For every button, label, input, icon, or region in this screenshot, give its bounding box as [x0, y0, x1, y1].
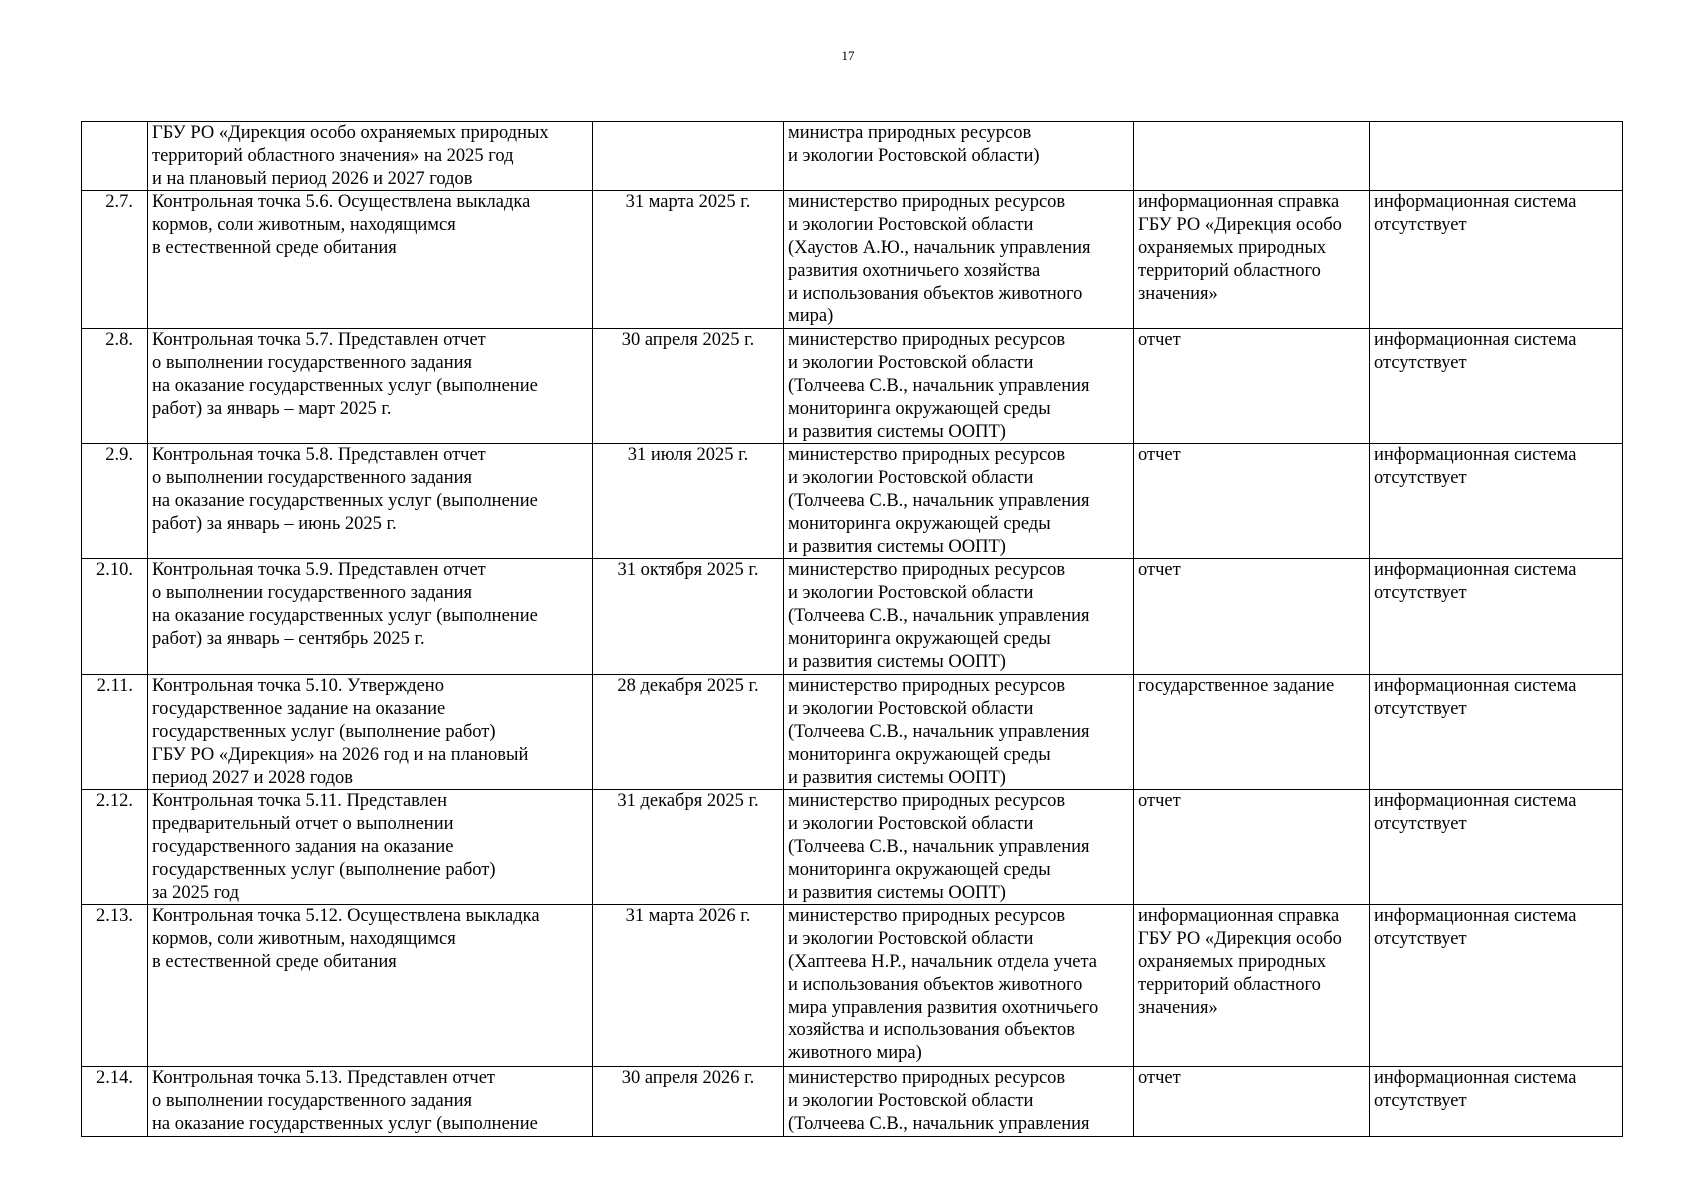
- row-number: 2.12.: [82, 790, 148, 905]
- document-cell: государственное задание: [1134, 675, 1370, 790]
- event-cell: Контрольная точка 5.7. Представлен отчет о выполнении государственного задания на оказание государственных услуг (выполнение работ) за январь – март 2025 г.: [148, 329, 593, 444]
- event-cell: Контрольная точка 5.6. Осуществлена выкладка кормов, соли животным, находящимся в естественной среде обитания: [148, 191, 593, 329]
- date-cell: [593, 122, 784, 191]
- row-number: 2.14.: [82, 1067, 148, 1137]
- row-number: 2.8.: [82, 329, 148, 444]
- document-cell: информационная справка ГБУ РО «Дирекция особо охраняемых природных территорий областного значения»: [1134, 905, 1370, 1067]
- table-row: [82, 444, 1623, 559]
- system-cell: информационная система отсутствует: [1370, 675, 1623, 790]
- event-cell: Контрольная точка 5.9. Представлен отчет о выполнении государственного задания на оказание государственных услуг (выполнение работ) за январь – сентябрь 2025 г.: [148, 559, 593, 675]
- system-cell: [1370, 122, 1623, 191]
- event-cell: Контрольная точка 5.10. Утверждено государственное задание на оказание государственных услуг (выполнение работ) ГБУ РО «Дирекция» на 2026 год и на плановый период 2027 и 2028 годов: [148, 675, 593, 790]
- responsible-cell: министра природных ресурсов и экологии Ростовской области): [784, 122, 1134, 191]
- document-cell: отчет: [1134, 1067, 1370, 1137]
- document-cell: отчет: [1134, 444, 1370, 559]
- date-cell: 30 апреля 2025 г.: [593, 329, 784, 444]
- table-row: [82, 559, 1623, 675]
- control-points-table: [81, 121, 1623, 1137]
- table-row: [82, 790, 1623, 905]
- responsible-cell: министерство природных ресурсов и экологии Ростовской области (Хаустов А.Ю., начальник управления развития охотничьего хозяйства и использования объектов животного мира): [784, 191, 1134, 329]
- responsible-cell: министерство природных ресурсов и экологии Ростовской области (Толчеева С.В., начальник управления мониторинга окружающей среды и развития системы ООПТ): [784, 559, 1134, 675]
- table-row: [82, 122, 1623, 191]
- system-cell: информационная система отсутствует: [1370, 905, 1623, 1067]
- date-cell: 30 апреля 2026 г.: [593, 1067, 784, 1137]
- event-cell: Контрольная точка 5.11. Представлен предварительный отчет о выполнении государственного задания на оказание государственных услуг (выполнение работ) за 2025 год: [148, 790, 593, 905]
- document-cell: отчет: [1134, 329, 1370, 444]
- system-cell: информационная система отсутствует: [1370, 559, 1623, 675]
- responsible-cell: министерство природных ресурсов и экологии Ростовской области (Толчеева С.В., начальник управления мониторинга окружающей среды и развития системы ООПТ): [784, 444, 1134, 559]
- date-cell: 31 октября 2025 г.: [593, 559, 784, 675]
- document-cell: информационная справка ГБУ РО «Дирекция особо охраняемых природных территорий областного значения»: [1134, 191, 1370, 329]
- row-number: 2.9.: [82, 444, 148, 559]
- row-number: 2.13.: [82, 905, 148, 1067]
- date-cell: 31 марта 2026 г.: [593, 905, 784, 1067]
- row-number: 2.11.: [82, 675, 148, 790]
- responsible-cell: министерство природных ресурсов и экологии Ростовской области (Толчеева С.В., начальник управления: [784, 1067, 1134, 1137]
- date-cell: 31 марта 2025 г.: [593, 191, 784, 329]
- date-cell: 28 декабря 2025 г.: [593, 675, 784, 790]
- event-cell: Контрольная точка 5.13. Представлен отчет о выполнении государственного задания на оказание государственных услуг (выполнение: [148, 1067, 593, 1137]
- document-cell: [1134, 122, 1370, 191]
- system-cell: информационная система отсутствует: [1370, 444, 1623, 559]
- responsible-cell: министерство природных ресурсов и экологии Ростовской области (Хаптеева Н.Р., начальник отдела учета и использования объектов животного мира управления развития охотничьего хозяйства и использования объектов животного мира): [784, 905, 1134, 1067]
- responsible-cell: министерство природных ресурсов и экологии Ростовской области (Толчеева С.В., начальник управления мониторинга окружающей среды и развития системы ООПТ): [784, 790, 1134, 905]
- table-row: [82, 191, 1623, 329]
- table-row: [82, 1067, 1623, 1137]
- system-cell: информационная система отсутствует: [1370, 790, 1623, 905]
- responsible-cell: министерство природных ресурсов и экологии Ростовской области (Толчеева С.В., начальник управления мониторинга окружающей среды и развития системы ООПТ): [784, 675, 1134, 790]
- table-row: [82, 675, 1623, 790]
- row-number: [82, 122, 148, 191]
- document-cell: отчет: [1134, 790, 1370, 905]
- date-cell: 31 июля 2025 г.: [593, 444, 784, 559]
- system-cell: информационная система отсутствует: [1370, 191, 1623, 329]
- page-number: 17: [841, 48, 855, 63]
- row-number: 2.7.: [82, 191, 148, 329]
- event-cell: ГБУ РО «Дирекция особо охраняемых природных территорий областного значения» на 2025 год и на плановый период 2026 и 2027 годов: [148, 122, 593, 191]
- row-number: 2.10.: [82, 559, 148, 675]
- system-cell: информационная система отсутствует: [1370, 1067, 1623, 1137]
- document-cell: отчет: [1134, 559, 1370, 675]
- event-cell: Контрольная точка 5.8. Представлен отчет о выполнении государственного задания на оказание государственных услуг (выполнение работ) за январь – июнь 2025 г.: [148, 444, 593, 559]
- date-cell: 31 декабря 2025 г.: [593, 790, 784, 905]
- event-cell: Контрольная точка 5.12. Осуществлена выкладка кормов, соли животным, находящимся в естественной среде обитания: [148, 905, 593, 1067]
- table-row: [82, 905, 1623, 1067]
- responsible-cell: министерство природных ресурсов и экологии Ростовской области (Толчеева С.В., начальник управления мониторинга окружающей среды и развития системы ООПТ): [784, 329, 1134, 444]
- system-cell: информационная система отсутствует: [1370, 329, 1623, 444]
- table-row: [82, 329, 1623, 444]
